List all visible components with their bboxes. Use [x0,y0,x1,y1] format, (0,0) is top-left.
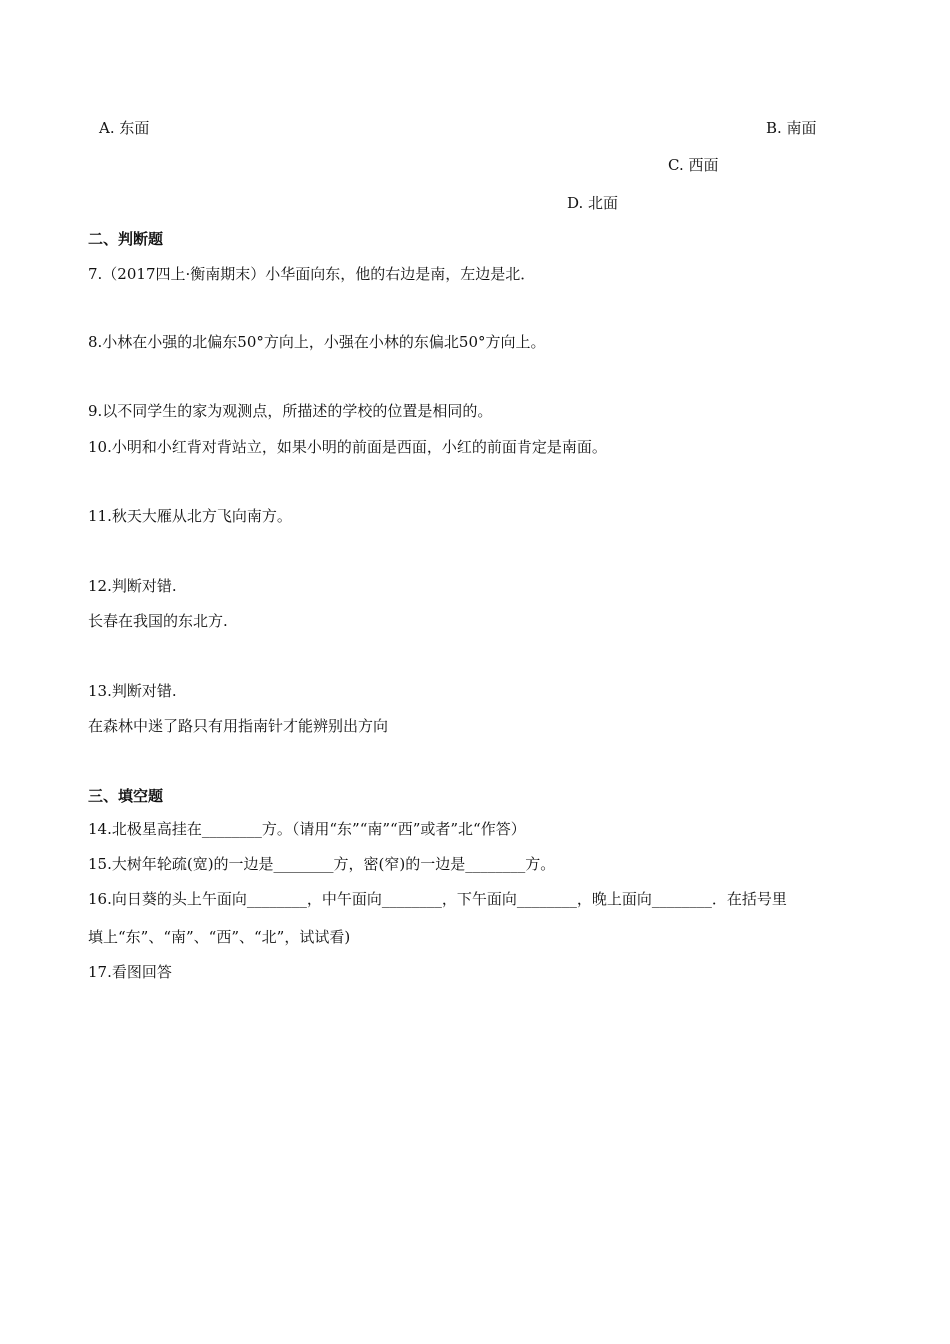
question-13-title: 13.判断对错. [88,682,177,700]
option-c: C. 西面 [668,156,719,174]
option-a: A. 东面 [99,119,150,137]
option-b: B. 南面 [766,119,817,137]
question-17: 17.看图回答 [88,963,172,981]
question-9: 9.以不同学生的家为观测点，所描述的学校的位置是相同的。 [88,402,493,420]
option-d: D. 北面 [567,194,619,212]
question-16-line1: 16.向日葵的头上午面向________，中午面向________，下午面向________，晚上面向________．在括号里 [88,890,787,908]
question-11: 11.秋天大雁从北方飞向南方。 [88,507,292,525]
question-13-body: 在森林中迷了路只有用指南针才能辨别出方向 [88,717,389,735]
question-16-line2: 填上“东”、“南”、“西”、“北”，试试看) [88,928,351,946]
section-heading-fill-in: 三、填空题 [88,787,164,805]
question-8: 8.小林在小强的北偏东50°方向上，小强在小林的东偏北50°方向上。 [88,333,546,351]
question-15: 15.大树年轮疏(宽)的一边是________方，密(窄)的一边是________方。 [88,855,556,873]
question-12-title: 12.判断对错. [88,577,177,595]
question-14: 14.北极星高挂在________方。（请用“东”“南”“西”或者”北“作答） [88,820,526,838]
question-7: 7.（2017四上·衡南期末）小华面向东，他的右边是南，左边是北． [88,265,536,283]
section-heading-judgment: 二、判断题 [88,230,164,248]
question-10: 10.小明和小红背对背站立，如果小明的前面是西面，小红的前面肯定是南面。 [88,438,607,456]
question-12-body: 长春在我国的东北方. [88,612,228,630]
